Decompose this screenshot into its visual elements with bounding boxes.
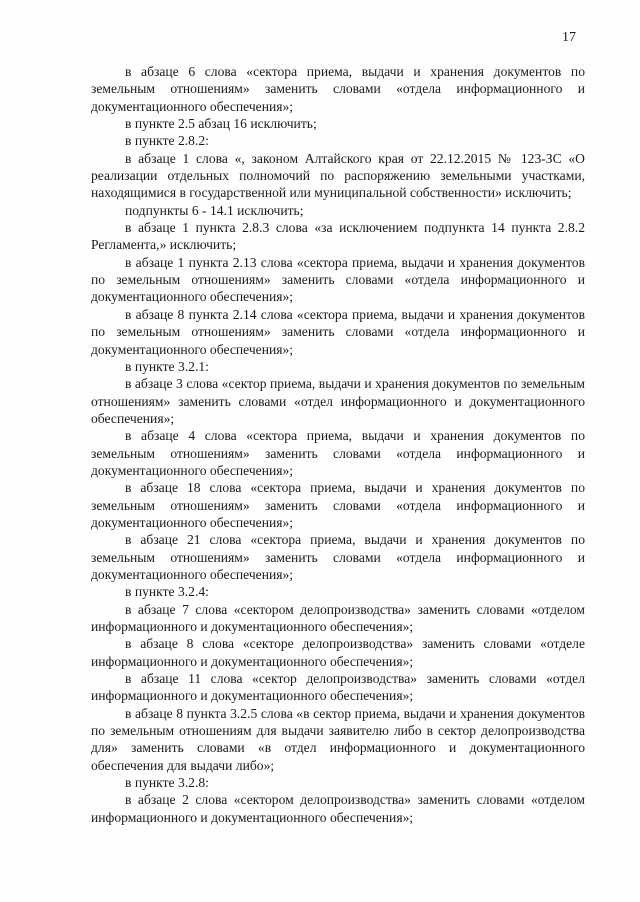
paragraph: в абзаце 7 слова «сектором делопроизводства» заменить словами «отделом информационного и документационного обеспечения»; bbox=[91, 601, 585, 634]
paragraph: в абзаце 11 слова «сектор делопроизводства» заменить словами «отдел информационного и документационного обеспечения»; bbox=[91, 671, 585, 704]
paragraph: в абзаце 1 пункта 2.13 слова «сектора приема, выдачи и хранения документов по земельным отношениям» заменить словами «отдела информационного и документационного обеспечения»; bbox=[91, 254, 585, 305]
paragraph: в абзаце 1 пункта 2.8.3 слова «за исключением подпункта 14 пункта 2.8.2 Регламента,» исключить; bbox=[91, 220, 585, 253]
paragraph: в пункте 2.8.2: bbox=[125, 133, 209, 149]
paragraph: в абзаце 8 пункта 2.14 слова «сектора приема, выдачи и хранения документов по земельным отношениям» заменить словами «отдела информационного и документационного обеспечения»; bbox=[91, 306, 585, 357]
page-number: 17 bbox=[562, 30, 576, 45]
paragraph: в абзаце 21 слова «сектора приема, выдачи и хранения документов по земельным отношениям» заменить словами «отдела информационного и документационного обеспечения»; bbox=[91, 532, 585, 582]
paragraph: в абзаце 8 слова «секторе делопроизводства» заменить словами «отделе информационного и документационного обеспечения»; bbox=[91, 636, 585, 669]
paragraph: подпункты 6 - 14.1 исключить; bbox=[125, 202, 304, 218]
paragraph: в абзаце 4 слова «сектора приема, выдачи и хранения документов по земельным отношениям» заменить словами «отдела информационного и документационного обеспечения»; bbox=[91, 428, 585, 478]
paragraph: в абзаце 8 пункта 3.2.5 слова «в сектор приема, выдачи и хранения документов по земельным отношениям для выдачи заявителю либо в сектор делопроизводства для» заменить словами «в отдел информационного и документационного обеспечения для выдачи либо»; bbox=[91, 705, 585, 773]
paragraph: в абзаце 2 слова «сектором делопроизводства» заменить словами «отделом информационного и документационного обеспечения»; bbox=[91, 792, 585, 825]
paragraph: в пункте 2.5 абзац 16 исключить; bbox=[125, 116, 317, 132]
document-body bbox=[91, 63, 585, 826]
paragraph: в пункте 3.2.8: bbox=[125, 775, 209, 791]
paragraph: в пункте 3.2.1: bbox=[125, 358, 209, 374]
paragraph: в абзаце 3 слова «сектор приема, выдачи и хранения документов по земельным отношениям» заменить словами «отдел информационного и документационного обеспечения»; bbox=[91, 376, 585, 426]
paragraph: в абзаце 18 слова «сектора приема, выдачи и хранения документов по земельным отношениям» заменить словами «отдела информационного и документационного обеспечения»; bbox=[91, 480, 585, 530]
paragraph: в пункте 3.2.4: bbox=[125, 584, 209, 600]
paragraph: в абзаце 6 слова «сектора приема, выдачи и хранения документов по земельным отношениям» заменить словами «отдела информационного и документационного обеспечения»; bbox=[91, 64, 585, 114]
paragraph: в абзаце 1 слова «, законом Алтайского края от 22.12.2015 № 123-ЗС «О реализации отдельных полномочий по распоряжению земельными участками, находящимися в государственной или муниципальной собственности» исключить; bbox=[91, 150, 585, 201]
